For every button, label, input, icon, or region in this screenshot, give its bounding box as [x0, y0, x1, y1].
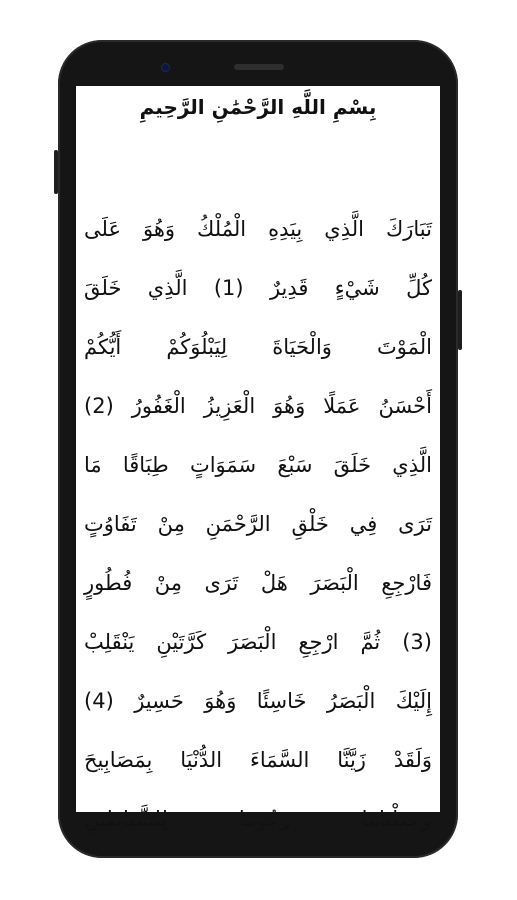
verse-line: تَبَارَكَ الَّذِي بِيَدِهِ الْمُلْكُ وَهُوَ عَلَى — [84, 217, 432, 241]
app-screen[interactable] — [76, 86, 440, 812]
volume-button[interactable] — [54, 150, 58, 194]
verse-line: الَّذِي خَلَقَ سَبْعَ سَمَوَاتٍ طِبَاقًا مَا — [84, 453, 432, 477]
verse-line: الْمَوْتَ وَالْحَيَاةَ لِيَبْلُوَكُمْ أَيُّكُمْ — [84, 335, 432, 359]
verse-line: إِلَيْكَ الْبَصَرُ خَاسِئًا وَهُوَ حَسِيرٌ (4) — [84, 689, 432, 713]
verse-line: فَارْجِعِ الْبَصَرَ هَلْ تَرَى مِنْ فُطُورٍ — [84, 571, 432, 595]
front-camera — [162, 64, 169, 71]
bottom-bezel — [76, 812, 440, 822]
verse-line: أَحْسَنُ عَمَلًا وَهُوَ الْعَزِيزُ الْغَفُورُ (2) — [84, 394, 432, 418]
surah-text[interactable] — [84, 200, 432, 849]
verse-line: تَرَى فِي خَلْقِ الرَّحْمَنِ مِنْ تَفَاوُتٍ — [84, 512, 432, 536]
power-button[interactable] — [458, 290, 462, 350]
verse-line: (3) ثُمَّ ارْجِعِ الْبَصَرَ كَرَّتَيْنِ يَنْقَلِبْ — [84, 630, 432, 654]
verse-line: وَلَقَدْ زَيَّنَّا السَّمَاءَ الدُّنْيَا بِمَصَابِيحَ — [84, 748, 432, 772]
verse-line: كُلِّ شَيْءٍ قَدِيرٌ (1) الَّذِي خَلَقَ — [84, 276, 432, 300]
earpiece-speaker — [234, 64, 284, 70]
basmala-header: بِسْمِ اللَّهِ الرَّحْمَٰنِ الرَّحِيمِ — [139, 95, 377, 119]
phone-frame — [58, 40, 458, 858]
